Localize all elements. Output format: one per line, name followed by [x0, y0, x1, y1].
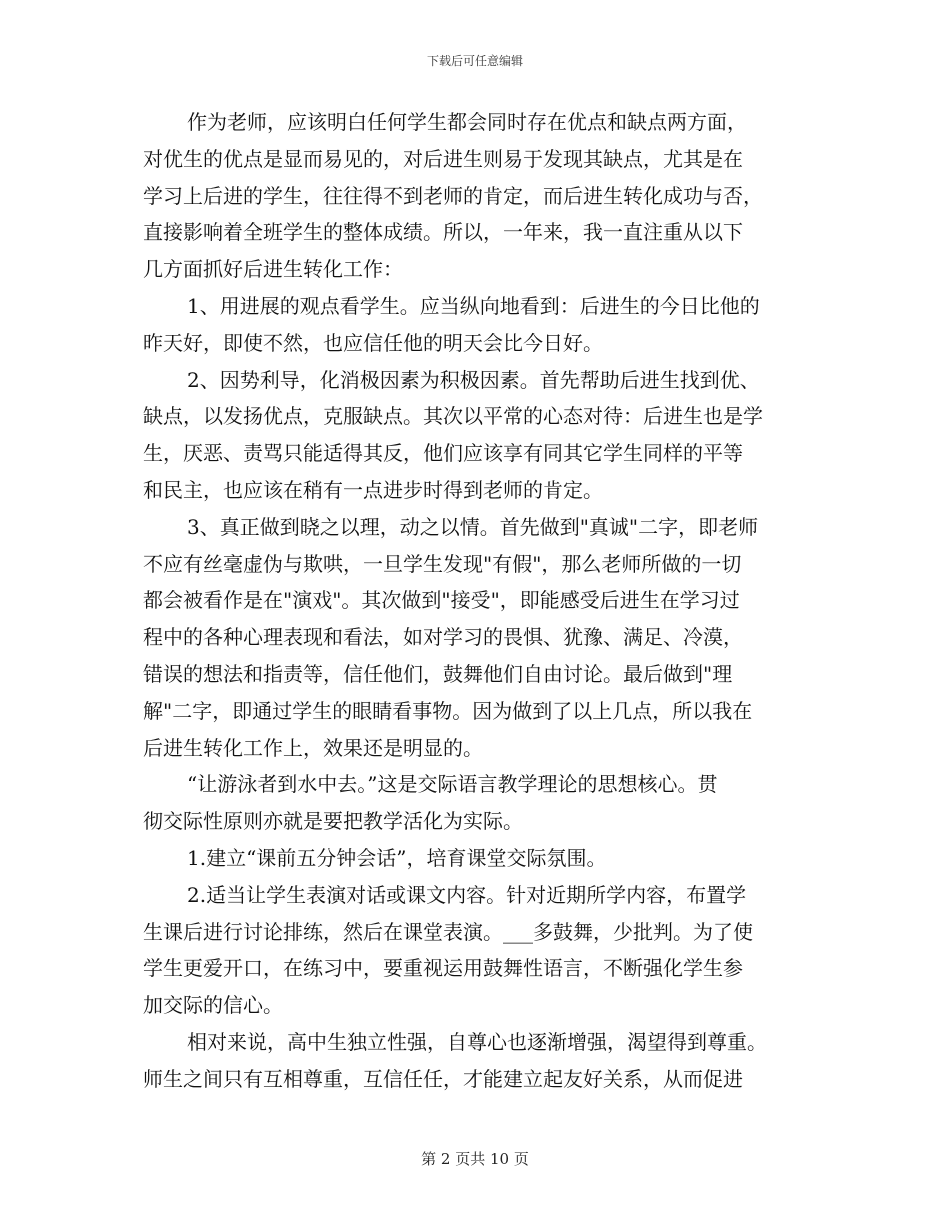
text-line: 3、真正做到晓之以理，动之以情。首先做到"真诚"二字，即老师: [187, 514, 759, 539]
text-line: 1.建立“课前五分钟会话”，培育课堂交际氛围。: [187, 845, 607, 870]
text-line: 2.适当让学生表演对话或课文内容。针对近期所学内容，布置学: [187, 882, 747, 907]
text-line: 缺点，以发扬优点，克服缺点。其次以平常的心态对待：后进生也是学: [143, 404, 763, 429]
text-line: 生课后进行讨论排练，然后在课堂表演。___多鼓舞，少批判。为了使: [143, 919, 753, 944]
text-line: 师生之间只有互相尊重，互信任任，才能建立起友好关系，从而促进: [143, 1066, 743, 1091]
text-line: 学习上后进的学生，往往得不到老师的肯定，而后进生转化成功与否，: [143, 183, 763, 208]
text-line: 几方面抓好后进生转化工作：: [143, 257, 403, 282]
text-line: 昨天好，即使不然，也应信任他的明天会比今日好。: [143, 330, 603, 355]
text-line: 都会被看作是在"演戏"。其次做到"接受"，即能感受后进生在学习过: [143, 588, 740, 613]
text-line: 2、因势利导，化消极因素为积极因素。首先帮助后进生找到优、: [187, 367, 760, 392]
text-line: 相对来说，高中生独立性强，自尊心也逐渐增强，渴望得到尊重。: [187, 1029, 767, 1054]
text-line: 直接影响着全班学生的整体成绩。所以，一年来，我一直注重从以下: [143, 220, 743, 245]
text-line: 错误的想法和指责等，信任他们，鼓舞他们自由讨论。最后做到"理: [143, 661, 733, 686]
text-line: 学生更爱开口，在练习中，要重视运用鼓舞性语言，不断强化学生参: [143, 956, 743, 981]
text-line: 后进生转化工作上，效果还是明显的。: [143, 735, 483, 760]
text-line: “让游泳者到水中去。”这是交际语言教学理论的思想核心。贯: [187, 772, 718, 797]
text-line: 程中的各种心理表现和看法，如对学习的畏惧、犹豫、满足、冷漠，: [143, 625, 743, 650]
page-number: 第 2 页共 10 页: [421, 1150, 529, 1168]
page-header-note: 下载后可任意编辑: [426, 54, 523, 68]
text-line: 对优生的优点是显而易见的，对后进生则易于发现其缺点，尤其是在: [143, 146, 743, 171]
text-line: 解"二字，即通过学生的眼睛看事物。因为做到了以上几点，所以我在: [143, 698, 753, 723]
text-line: 加交际的信心。: [143, 993, 283, 1018]
text-line: 不应有丝毫虚伪与欺哄，一旦学生发现"有假"，那么老师所做的一切: [143, 551, 742, 576]
text-line: 作为老师，应该明白任何学生都会同时存在优点和缺点两方面，: [187, 110, 747, 134]
text-line: 1、用进展的观点看学生。应当纵向地看到：后进生的今日比他的: [187, 293, 760, 318]
text-line: 彻交际性原则亦就是要把教学活化为实际。: [143, 809, 523, 834]
text-line: 和民主，也应该在稍有一点进步时得到老师的肯定。: [143, 477, 603, 502]
document-body: [143, 104, 813, 1098]
text-line: 生，厌恶、责骂只能适得其反，他们应该享有同其它学生同样的平等: [143, 441, 743, 466]
